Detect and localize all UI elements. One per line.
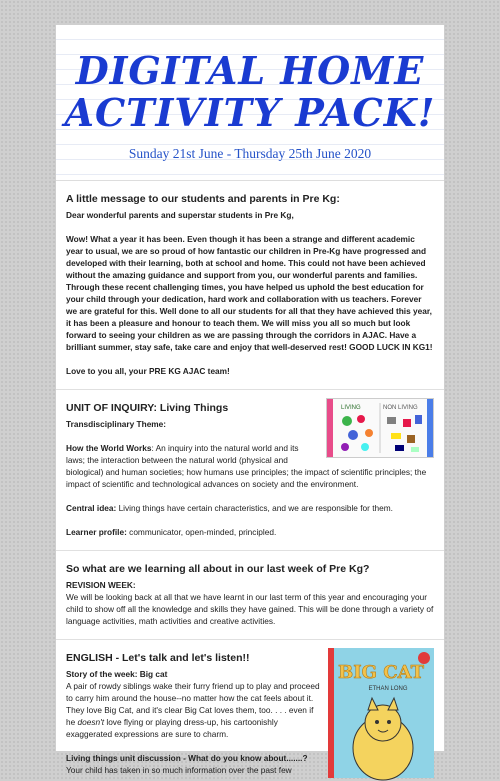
unit-heading: UNIT OF INQUIRY: Living Things [66, 402, 229, 414]
story-label: Story of the week: Big cat [66, 669, 168, 679]
discussion-text: Your child has taken in so much information over the past few [66, 765, 292, 775]
central-text: Living things have certain characteristics, and we are responsible for them. [116, 503, 393, 513]
central-label: Central idea: [66, 503, 117, 513]
how-label: How the World Works [66, 443, 152, 453]
theme-label: Transdisciplinary Theme: [66, 419, 167, 429]
learner-text: communicator, open-minded, principled. [126, 527, 277, 537]
message-signoff: Love to you all, your PRE KG AJAC team! [66, 366, 230, 376]
page-title: DIGITAL HOME ACTIVITY PACK! [64, 48, 436, 135]
discussion-label: Living things unit discussion - What do you know about.......? [66, 753, 308, 763]
newsletter-content [56, 181, 444, 776]
big-cat-cover-illustration [328, 648, 434, 778]
message-greeting: Dear wonderful parents and superstar students in Pre Kg, [66, 210, 294, 220]
week-label: REVISION WEEK: [66, 580, 136, 590]
story-emphasis: doesn't [77, 717, 105, 727]
big-cat-book-cover [328, 648, 434, 778]
week-text: We will be looking back at all that we have learnt in our last term of this year and encouraging your child to show off all the knowledge and skills they have gained. This will be done through a variety of language activities, math activities and creative activities. [66, 592, 434, 626]
nonliving-caption: NON LIVING [383, 405, 418, 411]
book-title: BIG CAT [338, 662, 424, 683]
newsletter-header [56, 25, 444, 181]
english-heading: ENGLISH - Let's talk and let's listen!! [66, 652, 250, 664]
message-heading: A little message to our students and parents in Pre Kg: [66, 193, 340, 205]
learner-label: Learner profile: [66, 527, 127, 537]
how-text: : An inquiry into the natural world and its laws; the interaction between the natural world (physical and biological) and human societies; how humans use principles; the impact of scientific principles; the impact of scientific and technological advances on society and the environment. [66, 443, 427, 489]
learner-profile [66, 526, 434, 538]
divider [56, 389, 444, 390]
divider [56, 639, 444, 640]
living-nonliving-illustration [327, 399, 433, 457]
newsletter-card [56, 25, 444, 775]
divider [56, 550, 444, 551]
living-nonliving-image [326, 398, 434, 458]
story-text-part2: love flying or playing dress-up, his cartoonishly exaggerated expressions are sure to charm. [66, 717, 278, 739]
message-body: Wow! What a year it has been. Even though it has been a strange and different academic year to usual, we are so proud of how fantastic our children in Pre-Kg have progressed and developed with their learning, both at school and home. This could not have been achieved without the amazing guidance and support from you, our wonderful parents and families. Through these recent challenging times, you have helped us uphold the best education for your child through your dedication, hard work and collaboration with us teachers. Forever we are grateful for this. Well done to all our students for all that they have achieved this year, it has been a pleasure and honour to teach them. We will miss you all so much but look forward to seeing your children as we are passing through the corridors in AJAC. Have a brilliant summer, stay safe, take care and enjoy that well-deserved rest! GOOD LUCK IN KG1! [66, 234, 433, 352]
story-text-part1: A pair of rowdy siblings wake their furry friend up to play and proceed to carry him around the house--no matter how the cat feels about it. They love Big Cat, and it's clear Big Cat loves them, too. . . . even if he [66, 681, 320, 727]
book-author: ETHAN LONG [368, 686, 408, 692]
central-idea [66, 502, 434, 514]
living-caption: LIVING [341, 405, 361, 411]
week-heading: So what are we learning all about in our last week of Pre Kg? [66, 563, 370, 575]
date-range: Sunday 21st June - Thursday 25th June 2020 [128, 146, 372, 161]
